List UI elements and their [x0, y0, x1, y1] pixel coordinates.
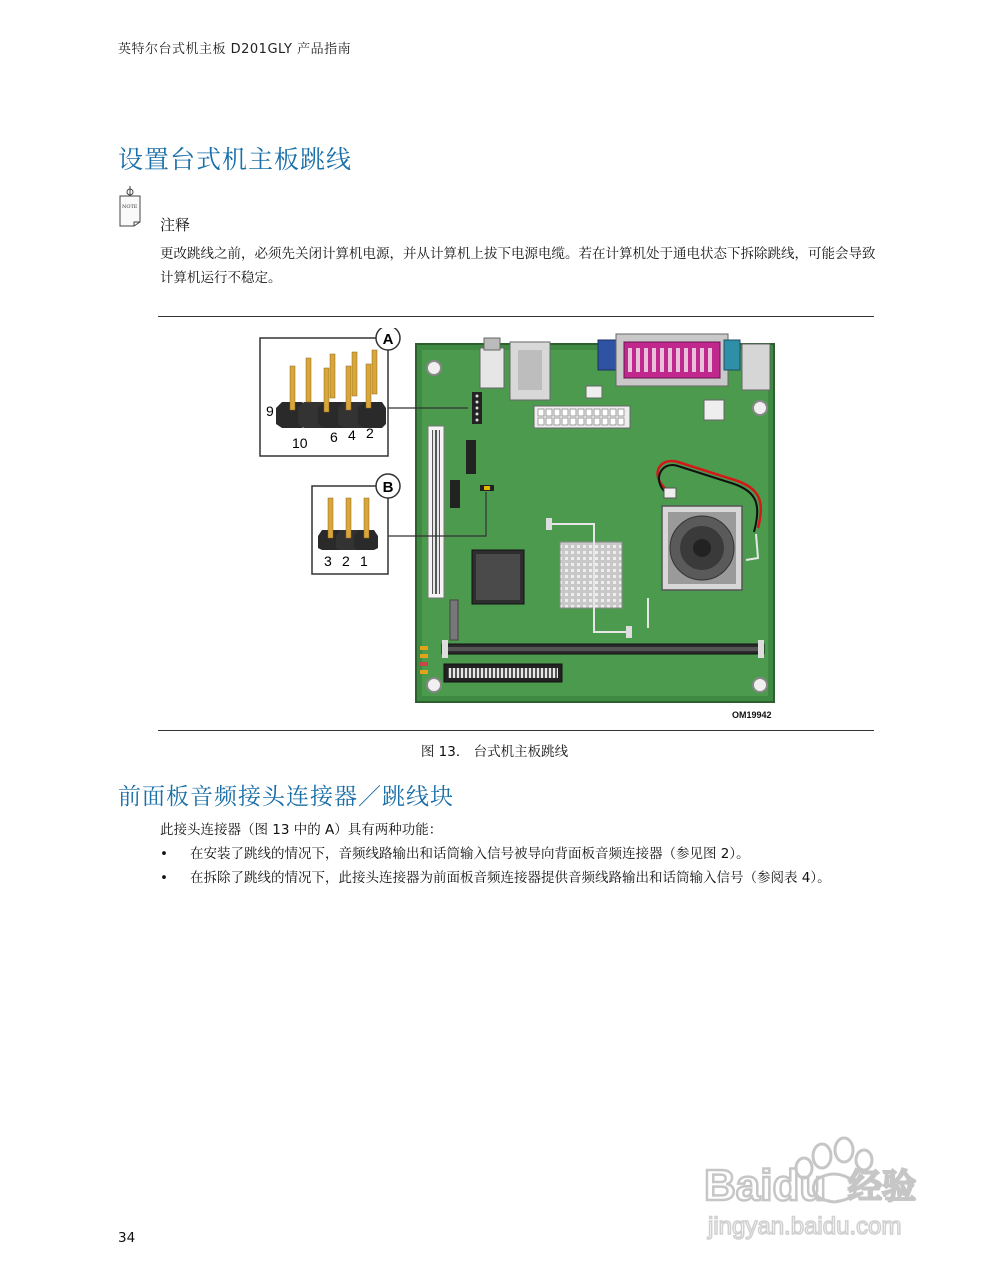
intro-paragraph: 此接头连接器（图 13 中的 A）具有两种功能： [160, 822, 443, 838]
note-label: 注释 [160, 216, 191, 234]
watermark-brand: Baidu [704, 1161, 827, 1210]
baidu-jingyan-watermark [698, 1128, 938, 1248]
section-title-audio-header: 前面板音频接头连接器／跳线块 [118, 784, 454, 810]
pin-9-label: 9 [266, 403, 274, 419]
pin-2-b-label: 2 [342, 553, 350, 569]
figure-caption: 图 13． 台式机主板跳线 [420, 744, 569, 760]
small-connector [586, 386, 602, 398]
note-text: 更改跳线之前，必须先关闭计算机电源，并从计算机上拔下电源电缆。若在计算机处于通电状态下拆除跳线，可能会导致计算机运行不稳定。 [160, 246, 876, 286]
watermark-cn: 经验 [848, 1167, 916, 1207]
running-header: 英特尔台式机主板 D201GLY 产品指南 [118, 42, 352, 57]
pin-1-label: 1 [360, 553, 368, 569]
svg-text:NOTE: NOTE [122, 204, 138, 210]
section-title-jumpers: 设置台式机主板跳线 [118, 145, 353, 174]
bullet-text: 在安装了跳线的情况下，音频线路输出和话筒输入信号被导向背面板音频连接器（参见图 2）。 [190, 846, 750, 862]
northbridge-heatsink [560, 542, 622, 608]
back-panel-connector [742, 344, 770, 390]
figure-top-rule [158, 316, 874, 317]
pin-10-label: 10 [292, 435, 308, 451]
figure-bottom-rule [158, 730, 874, 731]
figure-code: OM19942 [732, 710, 772, 720]
small-component [450, 600, 458, 640]
watermark-url: jingyan.baidu.com [708, 1213, 902, 1240]
header-on-board [466, 440, 476, 474]
aux-power-connector [704, 400, 724, 420]
pin-4-label: 4 [348, 427, 356, 443]
back-panel-connector [480, 348, 504, 388]
pin-3-label: 3 [324, 553, 332, 569]
callout-b-label: B [382, 479, 394, 496]
page-number: 34 [118, 1230, 136, 1246]
bullet-icon: • [160, 870, 168, 886]
bullet-icon: • [160, 846, 168, 862]
pin-6-label: 6 [330, 429, 338, 445]
callout-a-label: A [382, 331, 394, 348]
bullet-text: 在拆除了跳线的情况下，此接头连接器为前面板音频连接器提供音频线路输出和话筒输入信号（参阅表 4）。 [190, 870, 831, 886]
note-icon [116, 182, 144, 228]
header-on-board [450, 480, 460, 508]
motherboard-figure [258, 328, 778, 728]
pin-2-label: 2 [366, 425, 374, 441]
